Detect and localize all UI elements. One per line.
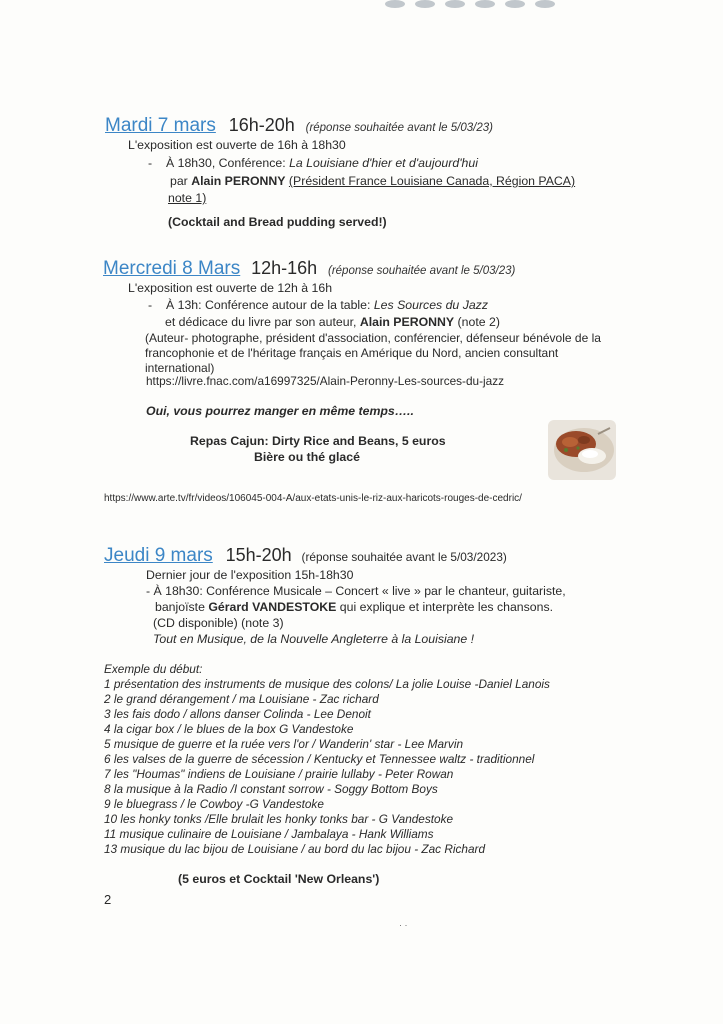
- mercredi-speaker: Alain PERONNY: [359, 315, 455, 329]
- scan-dots: · ·: [399, 920, 408, 930]
- song-item: 11 musique culinaire de Louisiane / Jambalaya - Hank Williams: [104, 827, 434, 841]
- mardi-note: note 1): [168, 191, 207, 205]
- mardi-conf-title: La Louisiane d'hier et d'aujourd'hui: [289, 156, 478, 170]
- jeudi-conference: - À 18h30: Conférence Musicale – Concert « live » par le chanteur, guitariste,: [146, 584, 566, 598]
- jeudi-time: 15h-20h: [225, 545, 292, 565]
- mardi-deadline: (réponse souhaitée avant le 5/03/23): [305, 122, 493, 134]
- song-item: 1 présentation des instruments de musique des colons/ La jolie Louise -Daniel Lanois: [104, 677, 550, 691]
- mercredi-day: Mercredi 8 Mars: [103, 258, 241, 279]
- song-item: 13 musique du lac bijou de Louisiane / au bord du lac bijou - Zac Richard: [104, 842, 486, 856]
- mardi-by: par: [170, 174, 192, 188]
- song-item: 6 les valses de la guerre de sécession / Kentucky et Tennessee waltz - traditionnel: [104, 752, 535, 766]
- scan-marks: [0, 0, 723, 10]
- jeudi-performer-suffix: qui explique et interprète les chansons.: [336, 600, 554, 614]
- mercredi-deadline: (réponse souhaitée avant le 5/03/23): [328, 265, 516, 277]
- footer-offer: (5 euros et Cocktail 'New Orleans'): [178, 872, 380, 886]
- mardi-header: [105, 113, 493, 140]
- jeudi-last-day: Dernier jour de l'exposition 15h-18h30: [146, 568, 354, 582]
- jeudi-day: Jeudi 9 mars: [104, 545, 213, 566]
- mercredi-meal: Repas Cajun: Dirty Rice and Beans, 5 euros: [190, 434, 446, 448]
- mercredi-drinks: Bière ou thé glacé: [254, 450, 360, 464]
- jeudi-performer-prefix: banjoïste: [155, 600, 209, 614]
- song-list: [104, 677, 604, 857]
- mercredi-bio: (Auteur- photographe, président d'association, conférencier, défenseur bénévole de la francophonie et de l'héritage français en Amérique du Nord, ancien consultant international): [145, 331, 601, 375]
- song-item: 7 les "Houmas" indiens de Louisiane / prairie lullaby - Peter Rowan: [104, 767, 454, 781]
- song-item: 3 les fais dodo / allons danser Colinda - Lee Denoit: [104, 707, 371, 721]
- song-item: 2 le grand dérangement / ma Louisiane - Zac richard: [104, 692, 379, 706]
- mercredi-conf-prefix: À 13h: Conférence autour de la table:: [166, 298, 374, 312]
- mardi-day: Mardi 7 mars: [105, 115, 216, 136]
- jeudi-performer: Gérard VANDESTOKE: [208, 600, 337, 614]
- rice-beans-icon: [548, 420, 616, 480]
- song-item: 9 le bluegrass / le Cowboy -G Vandestoke: [104, 797, 324, 811]
- mardi-open-hours: L'exposition est ouverte de 16h à 18h30: [128, 138, 346, 152]
- mercredi-dedicace-prefix: et dédicace du livre par son auteur,: [165, 315, 360, 329]
- jeudi-header: [104, 543, 507, 569]
- mercredi-dedicace: [165, 315, 500, 330]
- mercredi-note: (note 2): [454, 315, 500, 329]
- song-item: 5 musique de guerre et la ruée vers l'or / Wanderin' star - Lee Marvin: [104, 737, 464, 751]
- arte-link[interactable]: https://www.arte.tv/fr/videos/106045-004-A/aux-etats-unis-le-riz-aux-haricots-rouges-de-cedric/: [104, 493, 522, 504]
- mercredi-conf-title: Les Sources du Jazz: [373, 298, 488, 312]
- mercredi-header: [103, 256, 515, 283]
- mardi-time: 16h-20h: [228, 115, 295, 135]
- mardi-speaker-role: (Président France Louisiane Canada, Région PACA): [288, 174, 576, 188]
- jeudi-cd: (CD disponible) (note 3): [153, 616, 284, 630]
- jeudi-tagline: Tout en Musique, de la Nouvelle Angleterre à la Louisiane !: [153, 632, 475, 646]
- song-item: 10 les honky tonks /Elle brulait les honky tonks bar - G Vandestoke: [104, 812, 454, 826]
- mercredi-open-hours: L'exposition est ouverte de 12h à 16h: [128, 281, 333, 295]
- mardi-conference: - À 18h30, Conférence: La Louisiane d'hier et d'aujourd'hui: [148, 156, 478, 170]
- mardi-speaker: Alain PERONNY: [191, 174, 286, 188]
- mardi-speaker-line: [170, 174, 575, 189]
- mercredi-time: 12h-16h: [251, 258, 318, 278]
- mercredi-fnac-link[interactable]: https://livre.fnac.com/a16997325/Alain-Peronny-Les-sources-du-jazz: [146, 374, 505, 388]
- jeudi-deadline: (réponse souhaitée avant le 5/03/2023): [301, 550, 507, 564]
- mardi-served: (Cocktail and Bread pudding served!): [168, 215, 387, 229]
- song-item: 8 la musique à la Radio /I constant sorrow - Soggy Bottom Boys: [104, 782, 438, 796]
- example-heading: Exemple du début:: [104, 662, 203, 676]
- page-number: 2: [104, 892, 112, 907]
- cajun-food-image: [548, 420, 616, 480]
- jeudi-performer-line: [155, 600, 553, 615]
- song-item: 4 la cigar box / le blues de la box G Vandestoke: [104, 722, 354, 736]
- mercredi-conference: - À 13h: Conférence autour de la table: Les Sources du Jazz: [148, 298, 488, 312]
- mercredi-eat: Oui, vous pourrez manger en même temps…..: [146, 404, 414, 418]
- mardi-conf-prefix: À 18h30, Conférence:: [166, 156, 290, 170]
